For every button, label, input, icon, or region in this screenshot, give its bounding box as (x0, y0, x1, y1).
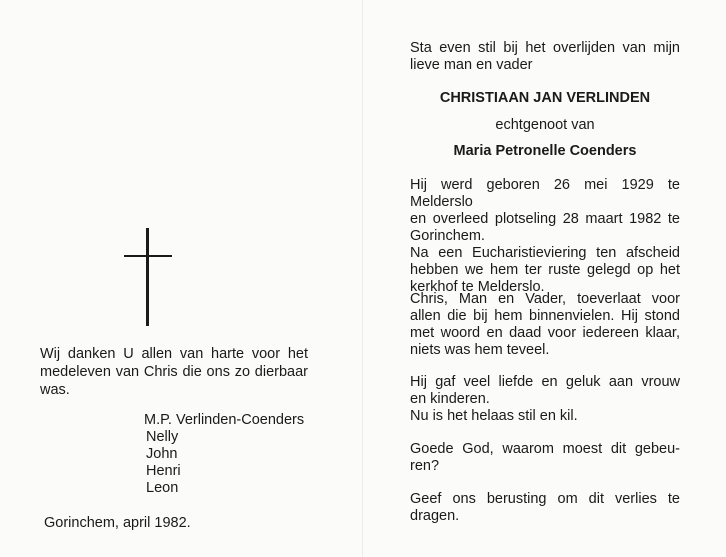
spouse-name: Maria Petronelle Coenders (453, 143, 637, 159)
intro-line: lieve man en vader (410, 57, 533, 73)
family-name: Leon (146, 480, 179, 496)
text-line: ren? (410, 458, 440, 474)
text-line: en kinderen. (410, 391, 490, 407)
intro-text (410, 40, 680, 74)
text-line: Chris, Man en Vader, toeverlaat voor (410, 291, 680, 307)
love-paragraph (410, 374, 680, 425)
intro-line: Sta even stil bij het overlijden van mijn (410, 40, 680, 56)
text-line: Hij gaf veel liefde en geluk aan vrouw (410, 374, 680, 390)
text-line: met woord en daad voor iedereen klaar, (410, 325, 680, 341)
text-line: Nu is het helaas stil en kil. (410, 408, 578, 424)
family-name: Nelly (146, 429, 179, 445)
family-name: John (146, 446, 178, 462)
text-line: Gorinchem. (410, 228, 485, 244)
deceased-name: CHRISTIAAN JAN VERLINDEN (439, 90, 651, 106)
biography-paragraph (410, 177, 680, 296)
text-line: allen die bij hem binnenvielen. Hij stond (410, 308, 680, 324)
text-line: hebben we hem ter ruste gelegd op het (410, 262, 680, 278)
fold-line (362, 0, 363, 557)
text-line: kerkhof te Melderslo. (410, 279, 545, 295)
cross-icon (124, 228, 172, 326)
text-line: niets was hem teveel. (410, 342, 550, 358)
text-line: Na een Eucharistieviering ten afscheid (410, 245, 680, 261)
text-line: en overleed plotseling 28 maart 1982 te (410, 211, 680, 227)
family-name: Henri (146, 463, 181, 479)
place-date: Gorinchem, april 1982. (44, 515, 191, 531)
family-names (144, 412, 304, 497)
text-line: Goede God, waarom moest dit gebeu- (410, 441, 680, 457)
text-line: dragen. (410, 508, 460, 524)
family-name: M.P. Verlinden-Coenders (144, 412, 305, 428)
text-line: Hij werd geboren 26 mei 1929 te Melderslo (410, 177, 680, 210)
tribute-paragraph (410, 291, 680, 359)
thanks-text: Wij danken U allen van harte voor het medeleven van Chris die ons zo dierbaar was. (40, 346, 308, 398)
closing-paragraph (410, 491, 680, 525)
prayer-paragraph (410, 441, 680, 475)
spouse-label: echtgenoot van (495, 117, 595, 133)
text-line: Geef ons berusting om dit verlies te (410, 491, 680, 507)
